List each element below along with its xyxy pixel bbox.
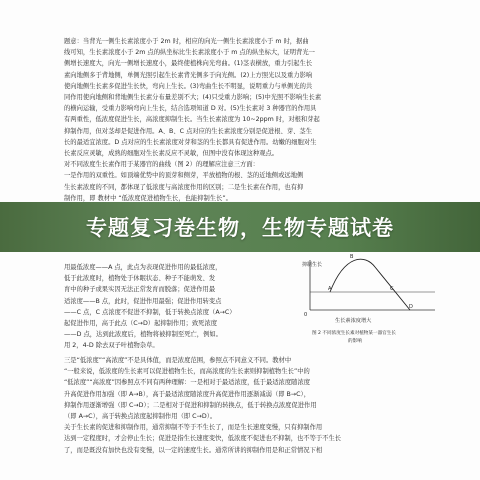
text-line: 使向地侧生长素多促进生长快，弯向上生长。(3)弯曲生长不明显，说明重力与单侧光的共 — [64, 82, 313, 90]
origin-label: 0 — [304, 312, 308, 318]
point-label-c: C — [390, 286, 394, 292]
text-line: 适浓度——B 点，此时，促进作用最强；促进作用转变点 — [64, 297, 222, 305]
point-label-a: A — [328, 286, 332, 292]
text-line: 线可知，生长素浓度小于 2m 点的纵坐标比生长素浓度小于 m 点的纵坐标大，证明背光一 — [64, 49, 315, 57]
text-line: 低于此浓度时，植物处于休眠状态、种子不能萌发、发 — [64, 275, 216, 283]
text-line: 了，而是既没有加快也没有变慢，以一定的速度生长。通常所讲的抑制作用是和正常情况下相 — [64, 446, 323, 454]
text-line: ——D 点，达到此浓度后，植物将被抑制至死亡，例如。 — [64, 331, 222, 339]
text-line: 的横向运输，受重力影响弯向上生长，结合选项知道 D 对。(5)生长素对 3 种器官的作用具 — [64, 105, 317, 113]
text-line: “一般来说，低浓度的生长素可以促进植物生长，而高浓度的生长素则抑制植物生长”中的 — [64, 368, 310, 376]
text-line: 制作用，即 教材中 “低浓度促进植物生长，也能抑制生长”。 — [64, 194, 232, 202]
x-axis-label: 生长素浓度增大 — [335, 318, 372, 324]
figure-caption-line-1: 图 2 不同浓度生长素对植物某一器官生长 — [312, 331, 396, 336]
text-line: 对不同浓度生长素作用于某器官的曲线（图 2）的理解应注意三方面： — [64, 161, 259, 169]
text-line: 达到一定程度时，才会停止生长；促进是指生长速度变快，低浓度不促进也不抑制，也不等于不生长 — [64, 435, 342, 443]
figure-caption-line-2: 的影响 — [348, 339, 362, 344]
text-line: 用最低浓度——A 点，此点为表现促进作用的最低浓度， — [64, 264, 222, 271]
text-line: 起促进作用，高于此点（C→D）起抑制作用；致死浓度 — [64, 320, 218, 328]
text-line: 长素反应灵敏，成熟的细胞对生长素反应不灵敏，但图中没有体现这种观点。 — [64, 150, 279, 158]
y-axis-label: 抑制生长 — [302, 262, 323, 268]
document-text-middle — [64, 262, 286, 352]
text-line: 抑制作用，但对茎却是促进作用。A、B、C 点对应的生长素浓度分别是促进根、芽、茎生 — [64, 127, 313, 135]
point-label-b: B — [350, 254, 354, 260]
title-banner — [0, 202, 480, 252]
text-line: 同作用使向地侧和背地侧生长素分布量差别不大；(4)只受重力影响；(5)中光照不影响生长素 — [64, 94, 322, 102]
point-label-d: D — [409, 304, 413, 310]
text-line: 长的最适宜浓度。D 点对应的生长素浓度对芽和茎的生长都具有促进作用。幼嫩的细胞对生 — [64, 138, 317, 146]
text-line: ——C 点，C 点浓度不促进不抑制，低于转换点浓度（A→C） — [64, 308, 236, 316]
text-line: 育中的种子或果实因无法正常发育而脱落；促进作用最 — [64, 286, 216, 294]
text-line: 三是“低浓度”“高浓度”不是具体值，而是浓度范围，参照点不同意义不同。教材中 — [64, 357, 292, 364]
document-text-top — [64, 36, 422, 215]
document-text-bottom — [64, 355, 422, 456]
text-line: 侧增长速度大，向光一侧增长速度小，最终使植株向光弯曲。(1)茎表横放，重力引起生长 — [64, 60, 313, 68]
text-line: （即 A→C），高于转换点浓度起抑制作用（即 C→D）。 — [64, 413, 217, 421]
banner-title: 专题复习卷生物，生物专题试卷 — [86, 216, 394, 240]
text-line: 有两重性，低浓度促进生长，高浓度抑制生长。当生长素浓度为 10~2ppm 时，对根和芽起 — [64, 116, 320, 124]
text-line: “低浓度”“高浓度”因参照点不同有两种理解：一是相对于最适浓度，低于最适浓度随浓度 — [64, 379, 311, 387]
text-line: 用 2，4-D 除去双子叶植物杂草。 — [64, 342, 159, 350]
text-line: 素向地侧多于背地侧，单侧光照引起生长素背光侧多于向光侧。(2)上方照光以及重力影响 — [64, 71, 313, 79]
text-line: 抑制作用逐渐增强（即 C→D）；二是相对于促进和抑制的转换点，低于转换点浓度促进作用 — [64, 401, 317, 409]
text-line: 生长素浓度的不同，都体现了低浓度与高浓度作用的区别；二是生长素在作用，也有抑 — [64, 183, 304, 191]
text-line: 关于生长素的促进和抑制作用，通常抑制不等于不生长了，而是生长速度变慢，只有抑制作用 — [64, 424, 323, 432]
text-line: 升高促进作用加强（即 A→B），高于最适浓度随浓度升高促进作用逐渐减弱（即 B→C）， — [64, 390, 310, 398]
text-line: 一是作用的双重性。如顶端优势中的顶芽和侧芽，平放植物的根、茎的近地侧或远地侧 — [64, 172, 304, 180]
response-curve — [330, 259, 410, 310]
growth-curve-figure — [290, 252, 440, 352]
text-line: 题意：当背光一侧生长素浓度小于 2m 时，相应的向光一侧生长素浓度小于 m 时，据曲 — [64, 38, 309, 45]
